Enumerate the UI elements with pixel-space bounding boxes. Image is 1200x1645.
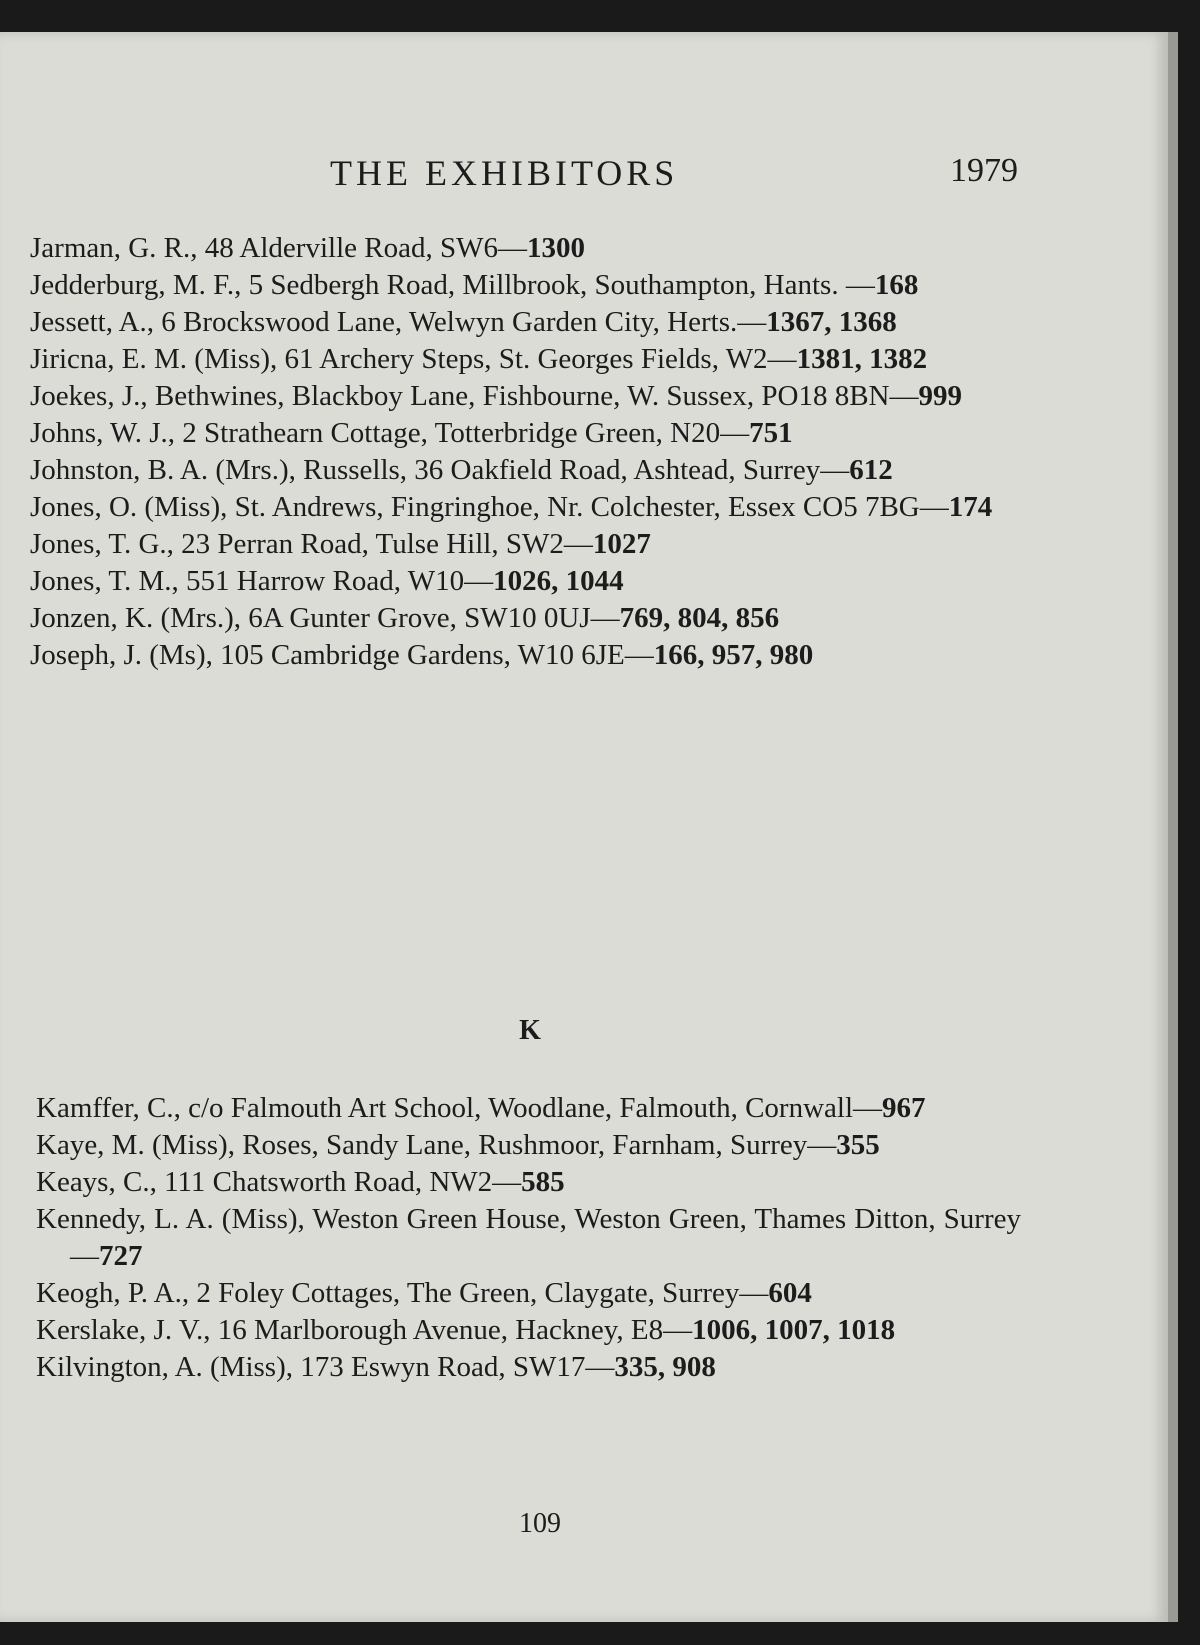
entry-text: Jedderburg, M. F., 5 Sedbergh Road, Millbrook, Southampton, Hants. — — [30, 269, 875, 301]
section-heading: K — [519, 1015, 541, 1046]
entry-text: Joekes, J., Bethwines, Blackboy Lane, Fishbourne, W. Sussex, PO18 8BN— — [30, 380, 919, 412]
entry-numbers: 355 — [836, 1129, 880, 1161]
entry-numbers: 727 — [99, 1240, 143, 1272]
entry-text: Jones, T. G., 23 Perran Road, Tulse Hill, SW2— — [30, 528, 593, 560]
entry-text: Jiricna, E. M. (Miss), 61 Archery Steps, St. Georges Fields, W2— — [30, 343, 797, 375]
entry-numbers: 1027 — [592, 528, 651, 560]
list-item — [36, 1164, 1021, 1201]
header-title: THE EXHIBITORS — [330, 153, 679, 193]
list-item — [30, 489, 1025, 526]
entry-text: Johns, W. J., 2 Strathearn Cottage, Totterbridge Green, N20— — [30, 417, 750, 449]
list-item — [30, 415, 1025, 452]
entry-text: Kerslake, J. V., 16 Marlborough Avenue, Hackney, E8— — [36, 1314, 693, 1346]
entry-numbers: 168 — [874, 269, 919, 301]
entry-text: Keays, C., 111 Chatsworth Road, NW2— — [36, 1166, 522, 1198]
entry-numbers: 612 — [849, 454, 893, 486]
entry-text: Kennedy, L. A. (Miss), Weston Green House, Weston Green, Thames Ditton, Surrey— — [36, 1203, 1021, 1272]
list-item — [36, 1201, 1021, 1275]
entry-numbers: 585 — [521, 1166, 565, 1198]
entry-text: Jones, O. (Miss), St. Andrews, Fingringhoe, Nr. Colchester, Essex CO5 7BG— — [30, 491, 949, 523]
list-item — [30, 452, 1025, 489]
list-item — [30, 230, 1025, 267]
entry-text: Jarman, G. R., 48 Alderville Road, SW6— — [30, 232, 527, 264]
entry-numbers: 1026, 1044 — [493, 565, 624, 597]
page-edge — [1168, 32, 1178, 1622]
list-item — [30, 637, 1025, 674]
list-item — [30, 600, 1025, 637]
entry-text: Jones, T. M., 551 Harrow Road, W10— — [30, 565, 494, 597]
entry-numbers: 769, 804, 856 — [619, 602, 780, 634]
entry-numbers: 166, 957, 980 — [653, 639, 814, 671]
entry-text: Jessett, A., 6 Brockswood Lane, Welwyn Garden City, Herts.— — [30, 306, 767, 338]
list-item — [36, 1312, 1021, 1349]
entry-numbers: 1006, 1007, 1018 — [692, 1314, 896, 1346]
list-item — [36, 1090, 1021, 1127]
entry-numbers: 1367, 1368 — [766, 306, 897, 338]
entry-text: Kamffer, C., c/o Falmouth Art School, Woodlane, Falmouth, Cornwall— — [36, 1092, 883, 1124]
entries-j-list — [30, 230, 1025, 674]
entry-numbers: 1300 — [526, 232, 585, 264]
entry-numbers: 1381, 1382 — [796, 343, 928, 375]
entry-numbers: 751 — [749, 417, 793, 449]
list-item — [30, 378, 1025, 415]
list-item — [36, 1275, 1021, 1312]
entry-text: Johnston, B. A. (Mrs.), Russells, 36 Oakfield Road, Ashtead, Surrey— — [30, 454, 850, 486]
entry-text: Jonzen, K. (Mrs.), 6A Gunter Grove, SW10 0UJ— — [30, 602, 620, 634]
entries-k-list — [36, 1090, 1021, 1386]
list-item — [30, 267, 1025, 304]
entry-numbers: 604 — [768, 1277, 812, 1309]
list-item — [30, 563, 1025, 600]
entry-text: Keogh, P. A., 2 Foley Cottages, The Green, Claygate, Surrey— — [36, 1277, 769, 1309]
list-item — [36, 1127, 1021, 1164]
header-year: 1979 — [950, 152, 1018, 189]
list-item — [30, 341, 1025, 378]
entry-numbers: 174 — [948, 491, 993, 523]
entry-numbers: 967 — [882, 1092, 926, 1124]
entry-numbers: 999 — [918, 380, 962, 412]
entry-text: Kilvington, A. (Miss), 173 Eswyn Road, SW17— — [36, 1351, 615, 1383]
list-item — [30, 304, 1025, 341]
entry-text: Joseph, J. (Ms), 105 Cambridge Gardens, W10 6JE— — [30, 639, 654, 671]
entry-numbers: 335, 908 — [614, 1351, 716, 1383]
list-item — [36, 1349, 1021, 1386]
page-number: 109 — [519, 1508, 561, 1539]
running-header — [0, 152, 1168, 202]
list-item — [30, 526, 1025, 563]
entry-text: Kaye, M. (Miss), Roses, Sandy Lane, Rushmoor, Farnham, Surrey— — [36, 1129, 837, 1161]
